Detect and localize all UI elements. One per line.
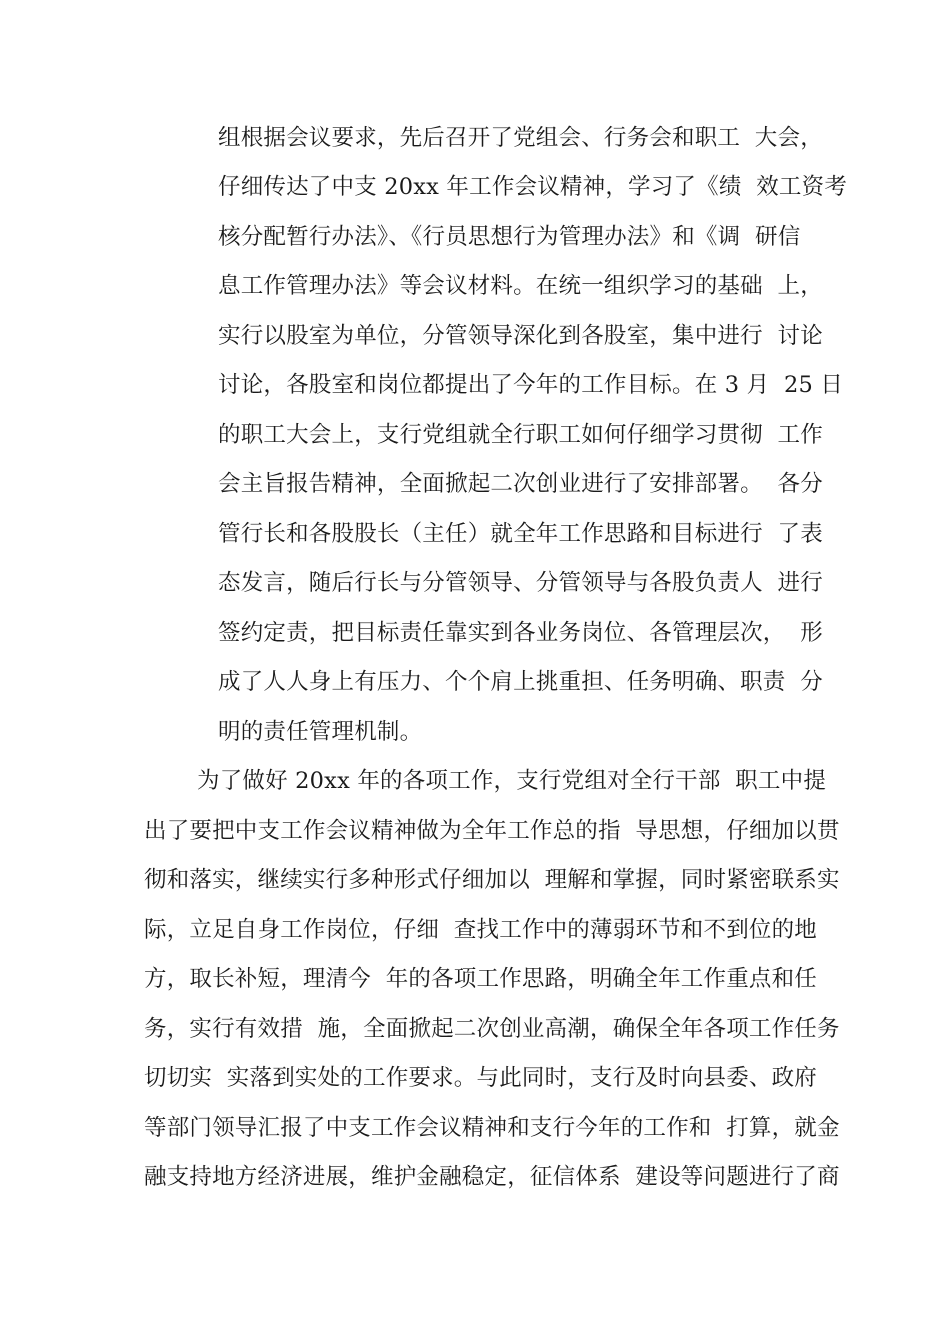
paragraph-1-line: 仔细传达了中支 20xx 年工作会议精神，学习了《绩 效工资考 xyxy=(218,174,848,200)
paragraph-2-line: 际，立足自身工作岗位，仔细 查找工作中的薄弱环节和不到位的地 xyxy=(144,917,818,943)
paragraph-2-line: 彻和落实，继续实行多种形式仔细加以 理解和掌握，同时紧密联系实 xyxy=(144,867,840,893)
paragraph-1-line: 会主旨报告精神，全面掀起二次创业进行了安排部署。 各分 xyxy=(218,471,823,497)
paragraph-1-line: 的职工大会上，支行党组就全行职工如何仔细学习贯彻 工作 xyxy=(218,422,823,448)
paragraph-1-line: 讨论，各股室和岗位都提出了今年的工作目标。在 3 月 25 日 xyxy=(218,372,844,398)
paragraph-2-line: 等部门领导汇报了中支工作会议精神和支行今年的工作和 打算，就金 xyxy=(144,1115,840,1141)
paragraph-2-line: 为了做好 20xx 年的各项工作，支行党组对全行干部 职工中提 xyxy=(197,768,827,794)
paragraph-1-line: 管行长和各股股长（主任）就全年工作思路和目标进行 了表 xyxy=(218,521,823,547)
paragraph-1-line: 签约定责，把目标责任靠实到各业务岗位、各管理层次， 形 xyxy=(218,620,823,646)
paragraph-1-line: 明的责任管理机制。 xyxy=(218,719,423,745)
paragraph-1-line: 核分配暂行办法》、《行员思想行为管理办法》和《调 研信 xyxy=(218,224,801,250)
paragraph-2-line: 出了要把中支工作会议精神做为全年工作总的指 导思想，仔细加以贯 xyxy=(144,818,840,844)
paragraph-2-line: 切切实 实落到实处的工作要求。与此同时，支行及时向县委、政府 xyxy=(144,1065,818,1091)
paragraph-1-line: 成了人人身上有压力、个个肩上挑重担、任务明确、职责 分 xyxy=(218,669,823,695)
paragraph-1-line: 态发言，随后行长与分管领导、分管领导与各股负责人 进行 xyxy=(218,570,823,596)
paragraph-2-line: 方，取长补短，理清今 年的各项工作思路，明确全年工作重点和任 xyxy=(144,966,818,992)
paragraph-1-line: 实行以股室为单位，分管领导深化到各股室，集中进行 讨论 xyxy=(218,323,823,349)
paragraph-2-line: 融支持地方经济进展，维护金融稳定，征信体系 建设等问题进行了商 xyxy=(144,1164,840,1190)
paragraph-1-line: 息工作管理办法》等会议材料。在统一组织学习的基础 上， xyxy=(218,273,823,299)
paragraph-2-line: 务，实行有效措 施，全面掀起二次创业高潮，确保全年各项工作任务 xyxy=(144,1016,840,1042)
paragraph-1-line: 组根据会议要求，先后召开了党组会、行务会和职工 大会， xyxy=(218,125,823,151)
